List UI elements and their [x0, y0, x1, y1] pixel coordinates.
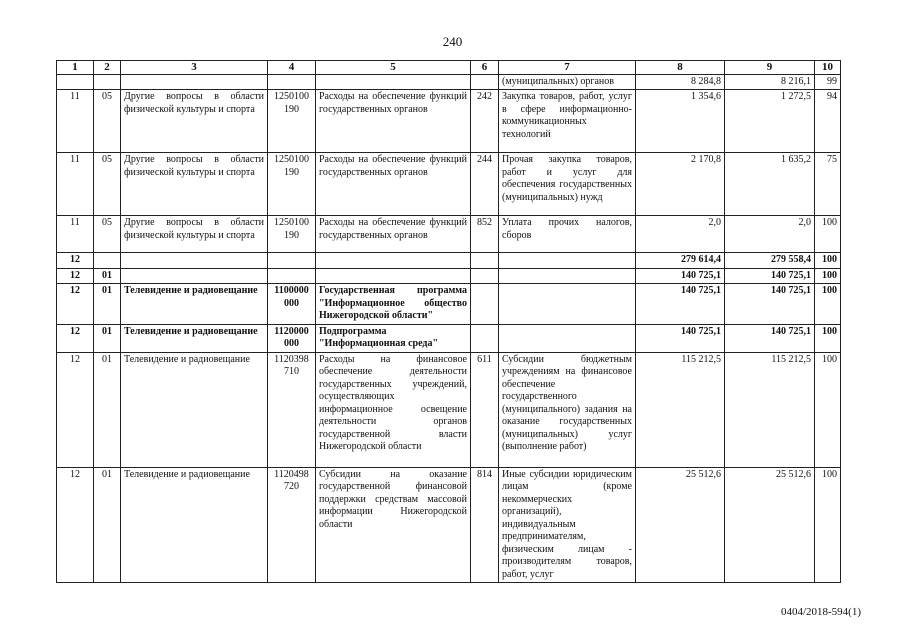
cell-executed-amount: 140 725,1: [725, 284, 815, 325]
cell-section-code: 11: [57, 216, 94, 253]
cell-subsection-name: Другие вопросы в области физической культуры и спорта: [121, 90, 268, 153]
cell-expense-type-code: 244: [471, 153, 499, 216]
cell-target-article-name: Расходы на финансовое обеспечение деятельности государственных учреждений, осуществляющих информационное освещение деятельности органов государственной власти Нижегородской области: [316, 352, 471, 467]
cell-target-article-code: [268, 268, 316, 284]
cell-executed-amount: 8 216,1: [725, 74, 815, 90]
cell-target-article-name: [316, 253, 471, 269]
cell-section-code: 11: [57, 90, 94, 153]
cell-expense-type-code: [471, 324, 499, 352]
cell-planned-amount: 115 212,5: [636, 352, 725, 467]
cell-subsection-code: 05: [94, 90, 121, 153]
cell-expense-type-code: 611: [471, 352, 499, 467]
cell-subsection-code: 01: [94, 268, 121, 284]
cell-execution-percent: 99: [815, 74, 841, 90]
cell-subsection-code: 01: [94, 324, 121, 352]
cell-expense-type-name: (муниципальных) органов: [499, 74, 636, 90]
cell-planned-amount: 140 725,1: [636, 268, 725, 284]
cell-subsection-code: [94, 74, 121, 90]
cell-target-article-code: 1100000 000: [268, 284, 316, 325]
cell-target-article-name: Расходы на обеспечение функций государственных органов: [316, 90, 471, 153]
header-cell-4: 4: [268, 61, 316, 75]
cell-section-code: 11: [57, 153, 94, 216]
cell-subsection-name: Телевидение и радиовещание: [121, 467, 268, 583]
cell-target-article-name: Подпрограмма "Информационная среда": [316, 324, 471, 352]
header-cell-7: 7: [499, 61, 636, 75]
table-row: [57, 153, 841, 216]
cell-subsection-name: [121, 253, 268, 269]
header-cell-6: 6: [471, 61, 499, 75]
cell-target-article-code: 1120000 000: [268, 324, 316, 352]
cell-expense-type-name: [499, 324, 636, 352]
cell-target-article-code: [268, 253, 316, 269]
cell-section-code: 12: [57, 284, 94, 325]
cell-execution-percent: 75: [815, 153, 841, 216]
header-cell-10: 10: [815, 61, 841, 75]
cell-section-code: 12: [57, 352, 94, 467]
table-row: [57, 467, 841, 583]
cell-section-code: 12: [57, 268, 94, 284]
cell-target-article-name: Расходы на обеспечение функций государственных органов: [316, 153, 471, 216]
cell-expense-type-name: [499, 253, 636, 269]
cell-executed-amount: 2,0: [725, 216, 815, 253]
table-row: [57, 90, 841, 153]
table-row: [57, 74, 841, 90]
cell-expense-type-name: Уплата прочих налогов, сборов: [499, 216, 636, 253]
header-cell-8: 8: [636, 61, 725, 75]
cell-subsection-name: Телевидение и радиовещание: [121, 324, 268, 352]
cell-execution-percent: 100: [815, 216, 841, 253]
cell-expense-type-code: 242: [471, 90, 499, 153]
document-code: 0404/2018-594(1): [780, 606, 861, 618]
cell-executed-amount: 1 272,5: [725, 90, 815, 153]
cell-section-code: 12: [57, 324, 94, 352]
cell-executed-amount: 279 558,4: [725, 253, 815, 269]
cell-subsection-name: Другие вопросы в области физической культуры и спорта: [121, 216, 268, 253]
cell-subsection-code: 05: [94, 216, 121, 253]
cell-subsection-code: 01: [94, 467, 121, 583]
budget-table: [56, 60, 841, 583]
cell-subsection-code: 01: [94, 352, 121, 467]
cell-expense-type-code: [471, 284, 499, 325]
cell-planned-amount: 2 170,8: [636, 153, 725, 216]
cell-subsection-name: [121, 268, 268, 284]
cell-execution-percent: 100: [815, 253, 841, 269]
cell-target-article-name: Субсидии на оказание государственной финансовой поддержки средствам массовой информации Нижегородской области: [316, 467, 471, 583]
cell-subsection-code: 01: [94, 284, 121, 325]
cell-expense-type-name: Иные субсидии юридическим лицам (кроме некоммерческих организаций), индивидуальным предпринимателям, физическим лицам - производителям товаров, работ, услуг: [499, 467, 636, 583]
table-row: [57, 253, 841, 269]
cell-expense-type-code: [471, 253, 499, 269]
cell-executed-amount: 115 212,5: [725, 352, 815, 467]
cell-subsection-name: [121, 74, 268, 90]
cell-planned-amount: 2,0: [636, 216, 725, 253]
cell-section-code: 12: [57, 253, 94, 269]
cell-expense-type-code: [471, 74, 499, 90]
cell-planned-amount: 140 725,1: [636, 324, 725, 352]
header-cell-1: 1: [57, 61, 94, 75]
cell-executed-amount: 1 635,2: [725, 153, 815, 216]
header-row: [57, 61, 841, 75]
cell-planned-amount: 1 354,6: [636, 90, 725, 153]
page-number: 240: [442, 34, 463, 49]
cell-expense-type-code: [471, 268, 499, 284]
cell-target-article-code: 1120398 710: [268, 352, 316, 467]
cell-section-code: 12: [57, 467, 94, 583]
cell-expense-type-name: Прочая закупка товаров, работ и услуг для обеспечения государственных (муниципальных) нужд: [499, 153, 636, 216]
header-cell-5: 5: [316, 61, 471, 75]
cell-expense-type-code: 814: [471, 467, 499, 583]
cell-target-article-code: 1250100 190: [268, 90, 316, 153]
cell-execution-percent: 94: [815, 90, 841, 153]
table-body: [57, 74, 841, 583]
cell-subsection-code: 05: [94, 153, 121, 216]
cell-planned-amount: 25 512,6: [636, 467, 725, 583]
cell-execution-percent: 100: [815, 352, 841, 467]
cell-execution-percent: 100: [815, 324, 841, 352]
table-row: [57, 268, 841, 284]
cell-subsection-name: Другие вопросы в области физической культуры и спорта: [121, 153, 268, 216]
cell-subsection-name: Телевидение и радиовещание: [121, 284, 268, 325]
cell-executed-amount: 25 512,6: [725, 467, 815, 583]
cell-target-article-code: 1120498 720: [268, 467, 316, 583]
cell-executed-amount: 140 725,1: [725, 324, 815, 352]
cell-target-article-code: [268, 74, 316, 90]
table-row: [57, 284, 841, 325]
cell-execution-percent: 100: [815, 467, 841, 583]
header-cell-9: 9: [725, 61, 815, 75]
cell-subsection-code: [94, 253, 121, 269]
cell-expense-type-name: [499, 284, 636, 325]
cell-execution-percent: 100: [815, 268, 841, 284]
table-row: [57, 324, 841, 352]
cell-target-article-name: Расходы на обеспечение функций государственных органов: [316, 216, 471, 253]
cell-expense-type-name: Закупка товаров, работ, услуг в сфере информационно-коммуникационных технологий: [499, 90, 636, 153]
cell-subsection-name: Телевидение и радиовещание: [121, 352, 268, 467]
cell-target-article-name: Государственная программа "Информационное общество Нижегородской области": [316, 284, 471, 325]
cell-expense-type-code: 852: [471, 216, 499, 253]
cell-execution-percent: 100: [815, 284, 841, 325]
cell-expense-type-name: [499, 268, 636, 284]
table-row: [57, 216, 841, 253]
cell-planned-amount: 140 725,1: [636, 284, 725, 325]
table-row: [57, 352, 841, 467]
cell-target-article-code: 1250100 190: [268, 153, 316, 216]
cell-expense-type-name: Субсидии бюджетным учреждениям на финансовое обеспечение государственного (муниципального) задания на оказание государственных (муниципальных) услуг (выполнение работ): [499, 352, 636, 467]
cell-section-code: [57, 74, 94, 90]
cell-target-article-name: [316, 268, 471, 284]
cell-planned-amount: 8 284,8: [636, 74, 725, 90]
cell-executed-amount: 140 725,1: [725, 268, 815, 284]
cell-planned-amount: 279 614,4: [636, 253, 725, 269]
header-cell-2: 2: [94, 61, 121, 75]
cell-target-article-name: [316, 74, 471, 90]
cell-target-article-code: 1250100 190: [268, 216, 316, 253]
header-cell-3: 3: [121, 61, 268, 75]
